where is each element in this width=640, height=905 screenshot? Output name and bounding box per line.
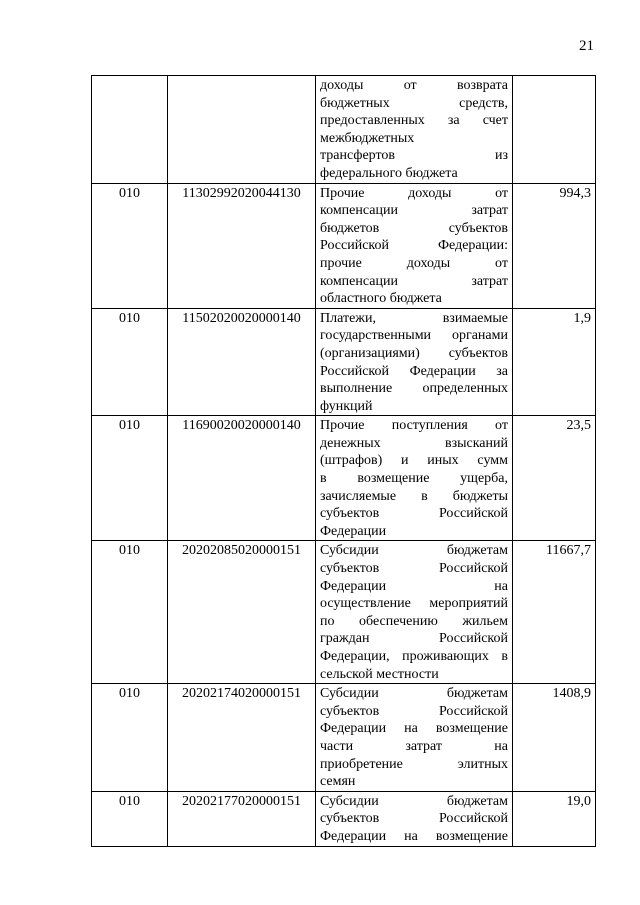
- table-row: [92, 684, 596, 792]
- table-row: [92, 791, 596, 846]
- budget-classification-code-cell: 20202174020000151: [168, 684, 316, 792]
- revenue-name-line: государственными органами: [320, 328, 508, 344]
- admin-code-cell: [92, 76, 168, 184]
- revenue-name-line: прочие доходы от: [320, 255, 508, 271]
- revenue-name-line: Российской Федерации:: [320, 238, 508, 254]
- revenue-name-line: субъектов Российской: [320, 811, 508, 827]
- revenue-name-line: субъектов Российской: [320, 561, 508, 577]
- revenue-name-cell: [316, 791, 513, 846]
- revenue-name-cell: [316, 416, 513, 541]
- revenue-name-line: Федерации на возмещение: [320, 721, 508, 737]
- revenue-name-line: зачисляемые в бюджеты: [320, 488, 508, 504]
- revenue-name-line: (штрафов) и иных сумм: [320, 453, 508, 469]
- budget-revenue-table: [91, 75, 596, 847]
- revenue-name-cell: [316, 541, 513, 684]
- revenue-name-line: трансфертов из: [320, 148, 508, 164]
- amount-cell: 1,9: [513, 308, 596, 416]
- revenue-name-line: сельской местности: [320, 666, 439, 682]
- revenue-name-line: компенсации затрат: [320, 273, 508, 289]
- budget-classification-code-cell: 11502020020000140: [168, 308, 316, 416]
- revenue-name-line: бюджетов субъектов: [320, 220, 508, 236]
- revenue-name-line: выполнение определенных: [320, 381, 508, 397]
- admin-code-cell: 010: [92, 541, 168, 684]
- revenue-name-line: Российской Федерации за: [320, 363, 508, 379]
- budget-classification-code-cell: 20202177020000151: [168, 791, 316, 846]
- amount-cell: 23,5: [513, 416, 596, 541]
- budget-classification-code-cell: [168, 76, 316, 184]
- revenue-name-cell: [316, 308, 513, 416]
- revenue-name-line: Федерации на возмещение: [320, 828, 508, 844]
- revenue-name-line: осуществление мероприятий: [320, 596, 508, 612]
- revenue-name-line: Субсидии бюджетам: [320, 686, 508, 702]
- revenue-name-line: областного бюджета: [320, 291, 442, 307]
- revenue-name-line: граждан Российской: [320, 631, 508, 647]
- amount-cell: 1408,9: [513, 684, 596, 792]
- revenue-name-cell: [316, 684, 513, 792]
- amount-cell: 11667,7: [513, 541, 596, 684]
- revenue-name-line: (организациями) субъектов: [320, 345, 508, 361]
- amount-cell: [513, 76, 596, 184]
- admin-code-cell: 010: [92, 416, 168, 541]
- revenue-name-line: семян: [320, 774, 356, 790]
- table-row: [92, 308, 596, 416]
- revenue-name-line: субъектов Российской: [320, 703, 508, 719]
- revenue-name-line: по обеспечению жильем: [320, 613, 508, 629]
- amount-cell: 994,3: [513, 183, 596, 308]
- revenue-name-line: Прочие поступления от: [320, 418, 508, 434]
- budget-classification-code-cell: 20202085020000151: [168, 541, 316, 684]
- revenue-name-line: межбюджетных: [320, 130, 415, 146]
- revenue-name-line: в возмещение ущерба,: [320, 471, 508, 487]
- page-number: 21: [579, 38, 594, 54]
- admin-code-cell: 010: [92, 684, 168, 792]
- budget-classification-code-cell: 11690020020000140: [168, 416, 316, 541]
- revenue-name-line: федерального бюджета: [320, 165, 458, 181]
- amount-cell: 19,0: [513, 791, 596, 846]
- revenue-name-line: Прочие доходы от: [320, 185, 508, 201]
- revenue-name-line: Федерации, проживающих в: [320, 649, 508, 664]
- table-row: [92, 541, 596, 684]
- revenue-name-cell: [316, 183, 513, 308]
- revenue-name-line: денежных взысканий: [320, 435, 508, 451]
- revenue-name-cell: [316, 76, 513, 184]
- revenue-name-line: компенсации затрат: [320, 203, 508, 219]
- revenue-name-line: доходы от возврата: [320, 78, 508, 93]
- table-row: [92, 76, 596, 184]
- admin-code-cell: 010: [92, 791, 168, 846]
- budget-classification-code-cell: 11302992020044130: [168, 183, 316, 308]
- revenue-name-line: Федерации: [320, 523, 387, 539]
- revenue-name-line: Субсидии бюджетам: [320, 793, 508, 809]
- revenue-name-line: приобретение элитных: [320, 756, 508, 772]
- revenue-name-line: функций: [320, 398, 373, 414]
- revenue-name-line: Платежи, взимаемые: [320, 310, 508, 326]
- revenue-name-line: бюджетных средств,: [320, 95, 508, 111]
- revenue-name-line: Субсидии бюджетам: [320, 543, 508, 559]
- table-body: [92, 76, 596, 847]
- table-row: [92, 183, 596, 308]
- revenue-name-line: части затрат на: [320, 738, 508, 754]
- table-row: [92, 416, 596, 541]
- revenue-name-line: субъектов Российской: [320, 506, 508, 522]
- admin-code-cell: 010: [92, 308, 168, 416]
- revenue-name-line: предоставленных за счет: [320, 113, 508, 129]
- revenue-name-line: Федерации на: [320, 578, 508, 594]
- admin-code-cell: 010: [92, 183, 168, 308]
